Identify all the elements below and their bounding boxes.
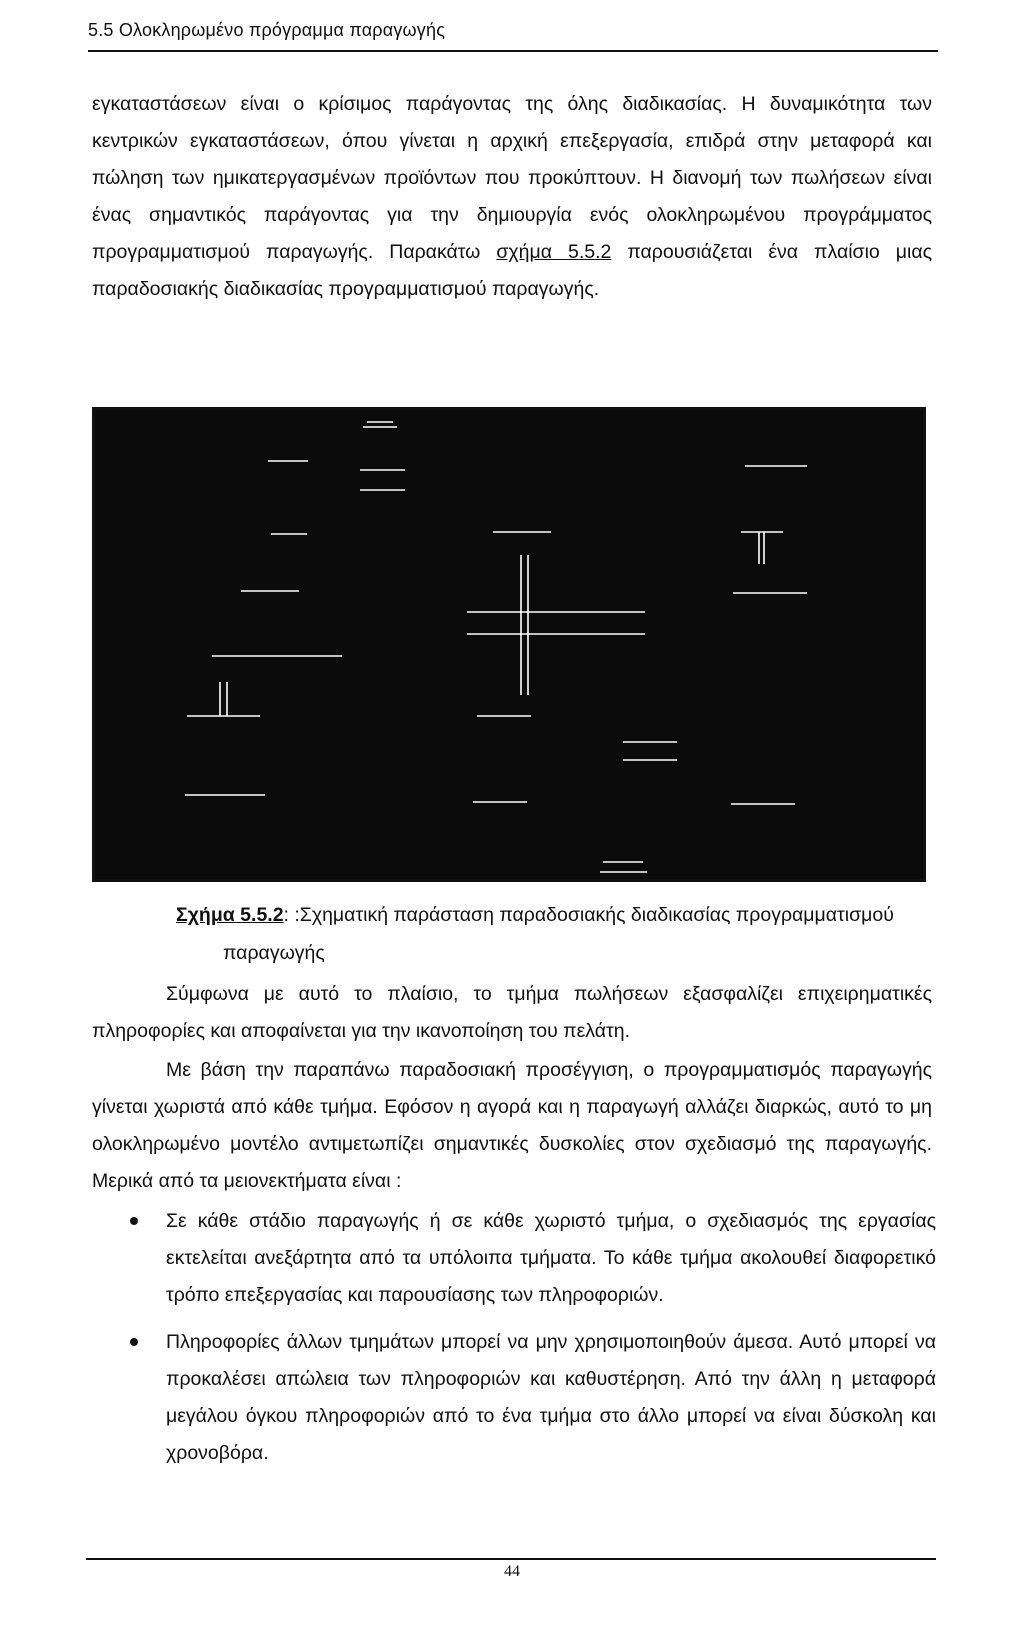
intro-paragraph — [92, 86, 932, 308]
list-item — [130, 1203, 936, 1314]
bullet-icon — [130, 1217, 138, 1225]
disadvantages-list — [130, 1203, 936, 1472]
bullet-icon — [130, 1338, 138, 1346]
figure-diagram — [92, 407, 926, 882]
header-divider — [88, 50, 938, 52]
caption-text: : :Σχηματική παράσταση παραδοσιακής διαδικασίας προγραμματισμού — [283, 904, 894, 926]
caption-continuation: παραγωγής — [223, 942, 325, 964]
list-item — [130, 1324, 936, 1472]
figure-reference-link[interactable]: σχήμα 5.5.2 — [496, 241, 612, 263]
body-paragraph-1: Σύμφωνα με αυτό το πλαίσιο, το τμήμα πωλήσεων εξασφαλίζει επιχειρηματικές πληροφορίες και αποφαίνεται για την ικανοποίηση του πελάτη. — [92, 983, 932, 1042]
diagram-fragments — [95, 410, 923, 879]
page-header: 5.5 Ολοκληρωμένο πρόγραμμα παραγωγής — [88, 20, 446, 40]
list-item-text: Πληροφορίες άλλων τμημάτων μπορεί να μην χρησιμοποιηθούν άμεσα. Αυτό μπορεί να προκαλέσει απώλεια των πληροφοριών και καθυστέρηση. Από την άλλη η μεταφορά μεγάλου όγκου πληροφοριών από το ένα τμήμα στο άλλο μπορεί να είναι δύσκολη και χρονοβόρα. — [166, 1331, 936, 1464]
figure-caption — [176, 896, 936, 972]
page-number: 44 — [504, 1563, 520, 1580]
list-item-text: Σε κάθε στάδιο παραγωγής ή σε κάθε χωριστό τμήμα, ο σχεδιασμός της εργασίας εκτελείται ανεξάρτητα από τα υπόλοιπα τμήματα. Το κάθε τμήμα ακολουθεί διαφορετικό τρόπο επεξεργασίας και παρουσίασης των πληροφοριών. — [166, 1210, 936, 1306]
caption-label: Σχήμα 5.5.2 — [176, 904, 284, 926]
body-paragraph-2: Με βάση την παραπάνω παραδοσιακή προσέγγιση, ο προγραμματισμός παραγωγής γίνεται χωριστά από κάθε τμήμα. Εφόσον η αγορά και η παραγωγή αλλάζει διαρκώς, αυτό το μη ολοκληρωμένο μοντέλο αντιμετωπίζει σημαντικές δυσκολίες στον σχεδιασμό της παραγωγής. Μερικά από τα μειονεκτήματα είναι : — [92, 1059, 932, 1192]
intro-text-2: παρουσιάζεται ένα πλαίσιο μιας παραδοσιακής διαδικασίας προγραμματισμού παραγωγής. — [92, 241, 932, 300]
footer-divider — [86, 1558, 936, 1560]
intro-text-1: εγκαταστάσεων είναι ο κρίσιμος παράγοντας της όλης διαδικασίας. Η δυναμικότητα των κεντρικών εγκαταστάσεων, όπου γίνεται η αρχική επεξεργασία, επιδρά στην μεταφορά και πώληση των ημικατεργασμένων προϊόντων που προκύπτουν. Η διανομή των πωλήσεων είναι ένας σημαντικός παράγοντας για την δημιουργία ενός ολοκληρωμένου προγράμματος προγραμματισμού παραγωγής. Παρακάτω — [92, 93, 932, 263]
